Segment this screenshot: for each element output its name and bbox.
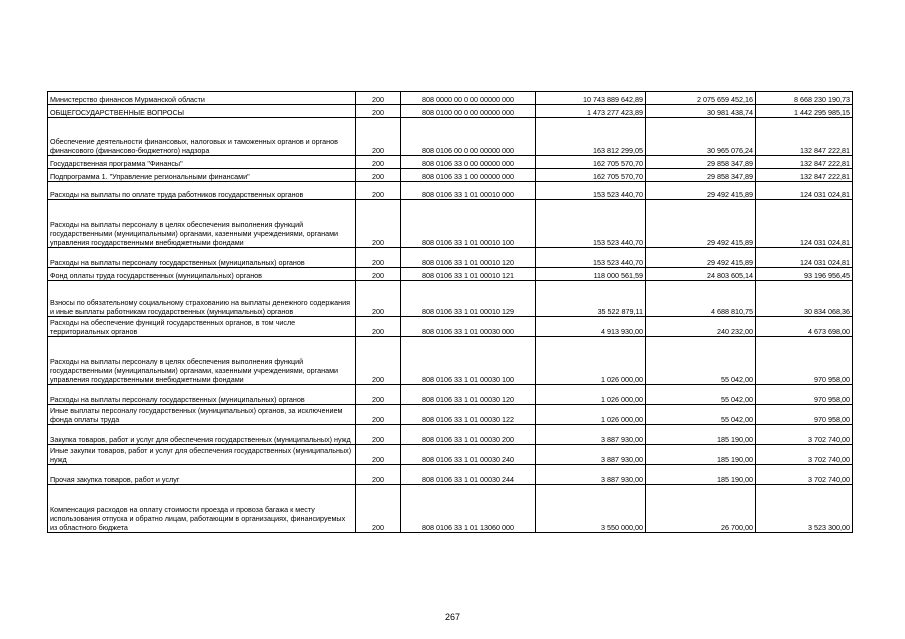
row-name: Расходы на выплаты персоналу в целях обеспечения выполнения функций государственными (муниципальными) органами, казенными учреждениями, органами управления государственными внебюджетными фондами — [48, 200, 356, 248]
row-name: Компенсация расходов на оплату стоимости проезда и провоза багажа к месту использования отпуска и обратно лицам, работающим в организациях, финансируемых из областного бюджета — [48, 485, 356, 533]
row-kbk: 808 0106 33 1 01 00010 000 — [401, 182, 536, 200]
row-remaining-amount: 3 523 300,00 — [756, 485, 853, 533]
row-remaining-amount: 30 834 068,36 — [756, 281, 853, 317]
row-name: Подпрограмма 1. "Управление региональными финансами" — [48, 169, 356, 182]
table-row — [48, 445, 853, 465]
row-remaining-amount: 132 847 222,81 — [756, 118, 853, 156]
table-row — [48, 465, 853, 485]
row-remaining-amount: 124 031 024,81 — [756, 200, 853, 248]
row-code: 200 — [356, 268, 401, 281]
row-name: Расходы на обеспечение функций государственных органов, в том числе территориальных органов — [48, 317, 356, 337]
row-executed-amount: 29 858 347,89 — [646, 169, 756, 182]
row-plan-amount: 3 887 930,00 — [536, 445, 646, 465]
row-plan-amount: 3 887 930,00 — [536, 465, 646, 485]
row-executed-amount: 30 965 076,24 — [646, 118, 756, 156]
table-row — [48, 385, 853, 405]
row-plan-amount: 153 523 440,70 — [536, 248, 646, 268]
row-name: Иные выплаты персоналу государственных (муниципальных) органов, за исключением фонда оплаты труда — [48, 405, 356, 425]
row-executed-amount: 55 042,00 — [646, 385, 756, 405]
row-plan-amount: 1 026 000,00 — [536, 385, 646, 405]
row-kbk: 808 0106 33 1 01 00030 100 — [401, 337, 536, 385]
row-code: 200 — [356, 425, 401, 445]
table-row — [48, 485, 853, 533]
row-plan-amount: 1 026 000,00 — [536, 337, 646, 385]
row-name: Закупка товаров, работ и услуг для обеспечения государственных (муниципальных) нужд — [48, 425, 356, 445]
row-executed-amount: 55 042,00 — [646, 337, 756, 385]
row-plan-amount: 4 913 930,00 — [536, 317, 646, 337]
row-code: 200 — [356, 200, 401, 248]
row-kbk: 808 0106 33 0 00 00000 000 — [401, 156, 536, 169]
row-remaining-amount: 3 702 740,00 — [756, 445, 853, 465]
row-code: 200 — [356, 105, 401, 118]
table-row — [48, 268, 853, 281]
table-row — [48, 317, 853, 337]
row-executed-amount: 30 981 438,74 — [646, 105, 756, 118]
row-executed-amount: 29 858 347,89 — [646, 156, 756, 169]
row-plan-amount: 153 523 440,70 — [536, 200, 646, 248]
row-remaining-amount: 124 031 024,81 — [756, 182, 853, 200]
table-row — [48, 200, 853, 248]
row-plan-amount: 153 523 440,70 — [536, 182, 646, 200]
row-remaining-amount: 1 442 295 985,15 — [756, 105, 853, 118]
row-name: Расходы на выплаты персоналу в целях обеспечения выполнения функций государственными (муниципальными) органами, казенными учреждениями, органами управления государственными внебюджетными фондами — [48, 337, 356, 385]
row-kbk: 808 0106 33 1 01 00030 244 — [401, 465, 536, 485]
row-kbk: 808 0106 33 1 01 00030 240 — [401, 445, 536, 465]
row-kbk: 808 0106 33 1 00 00000 000 — [401, 169, 536, 182]
row-remaining-amount: 93 196 956,45 — [756, 268, 853, 281]
table-row — [48, 169, 853, 182]
row-code: 200 — [356, 465, 401, 485]
row-name: Взносы по обязательному социальному страхованию на выплаты денежного содержания и иные выплаты работникам государственных (муниципальных) органов — [48, 281, 356, 317]
row-name: ОБЩЕГОСУДАРСТВЕННЫЕ ВОПРОСЫ — [48, 105, 356, 118]
row-name: Прочая закупка товаров, работ и услуг — [48, 465, 356, 485]
row-plan-amount: 10 743 889 642,89 — [536, 92, 646, 105]
row-remaining-amount: 3 702 740,00 — [756, 465, 853, 485]
row-kbk: 808 0100 00 0 00 00000 000 — [401, 105, 536, 118]
row-kbk: 808 0106 33 1 01 13060 000 — [401, 485, 536, 533]
row-executed-amount: 240 232,00 — [646, 317, 756, 337]
row-code: 200 — [356, 182, 401, 200]
row-executed-amount: 2 075 659 452,16 — [646, 92, 756, 105]
table-row — [48, 337, 853, 385]
row-plan-amount: 1 473 277 423,89 — [536, 105, 646, 118]
row-remaining-amount: 970 958,00 — [756, 405, 853, 425]
row-remaining-amount: 132 847 222,81 — [756, 156, 853, 169]
row-plan-amount: 162 705 570,70 — [536, 169, 646, 182]
row-plan-amount: 118 000 561,59 — [536, 268, 646, 281]
row-kbk: 808 0106 33 1 01 00010 120 — [401, 248, 536, 268]
row-kbk: 808 0106 33 1 01 00010 121 — [401, 268, 536, 281]
budget-table — [47, 91, 853, 533]
table-row — [48, 425, 853, 445]
table-row — [48, 248, 853, 268]
row-code: 200 — [356, 385, 401, 405]
row-code: 200 — [356, 405, 401, 425]
table-row — [48, 281, 853, 317]
row-name: Государственная программа "Финансы" — [48, 156, 356, 169]
budget-table-body — [48, 92, 853, 533]
row-remaining-amount: 8 668 230 190,73 — [756, 92, 853, 105]
row-executed-amount: 185 190,00 — [646, 425, 756, 445]
row-name: Расходы на выплаты персоналу государственных (муниципальных) органов — [48, 248, 356, 268]
row-remaining-amount: 970 958,00 — [756, 385, 853, 405]
row-name: Расходы на выплаты по оплате труда работников государственных органов — [48, 182, 356, 200]
row-executed-amount: 29 492 415,89 — [646, 200, 756, 248]
table-row — [48, 156, 853, 169]
row-code: 200 — [356, 156, 401, 169]
row-kbk: 808 0106 00 0 00 00000 000 — [401, 118, 536, 156]
table-row — [48, 118, 853, 156]
row-executed-amount: 26 700,00 — [646, 485, 756, 533]
row-code: 200 — [356, 445, 401, 465]
row-remaining-amount: 132 847 222,81 — [756, 169, 853, 182]
row-remaining-amount: 970 958,00 — [756, 337, 853, 385]
row-code: 200 — [356, 337, 401, 385]
row-code: 200 — [356, 281, 401, 317]
table-row — [48, 92, 853, 105]
row-remaining-amount: 4 673 698,00 — [756, 317, 853, 337]
row-kbk: 808 0106 33 1 01 00030 000 — [401, 317, 536, 337]
row-plan-amount: 163 812 299,05 — [536, 118, 646, 156]
row-plan-amount: 3 887 930,00 — [536, 425, 646, 445]
row-kbk: 808 0000 00 0 00 00000 000 — [401, 92, 536, 105]
row-code: 200 — [356, 92, 401, 105]
row-code: 200 — [356, 485, 401, 533]
row-kbk: 808 0106 33 1 01 00010 129 — [401, 281, 536, 317]
row-executed-amount: 29 492 415,89 — [646, 248, 756, 268]
row-plan-amount: 3 550 000,00 — [536, 485, 646, 533]
row-name: Министерство финансов Мурманской области — [48, 92, 356, 105]
row-executed-amount: 4 688 810,75 — [646, 281, 756, 317]
table-row — [48, 105, 853, 118]
page-number: 267 — [444, 612, 461, 622]
row-kbk: 808 0106 33 1 01 00030 120 — [401, 385, 536, 405]
row-name: Фонд оплаты труда государственных (муниципальных) органов — [48, 268, 356, 281]
row-kbk: 808 0106 33 1 01 00010 100 — [401, 200, 536, 248]
row-plan-amount: 1 026 000,00 — [536, 405, 646, 425]
row-name: Обеспечение деятельности финансовых, налоговых и таможенных органов и органов финансового (финансово-бюджетного) надзора — [48, 118, 356, 156]
row-executed-amount: 24 803 605,14 — [646, 268, 756, 281]
row-code: 200 — [356, 248, 401, 268]
row-remaining-amount: 124 031 024,81 — [756, 248, 853, 268]
row-executed-amount: 29 492 415,89 — [646, 182, 756, 200]
row-executed-amount: 55 042,00 — [646, 405, 756, 425]
row-name: Расходы на выплаты персоналу государственных (муниципальных) органов — [48, 385, 356, 405]
row-plan-amount: 162 705 570,70 — [536, 156, 646, 169]
row-kbk: 808 0106 33 1 01 00030 200 — [401, 425, 536, 445]
table-row — [48, 405, 853, 425]
row-code: 200 — [356, 169, 401, 182]
row-remaining-amount: 3 702 740,00 — [756, 425, 853, 445]
row-plan-amount: 35 522 879,11 — [536, 281, 646, 317]
row-code: 200 — [356, 118, 401, 156]
row-executed-amount: 185 190,00 — [646, 465, 756, 485]
table-row — [48, 182, 853, 200]
row-name: Иные закупки товаров, работ и услуг для обеспечения государственных (муниципальных) нужд — [48, 445, 356, 465]
row-kbk: 808 0106 33 1 01 00030 122 — [401, 405, 536, 425]
row-executed-amount: 185 190,00 — [646, 445, 756, 465]
row-code: 200 — [356, 317, 401, 337]
